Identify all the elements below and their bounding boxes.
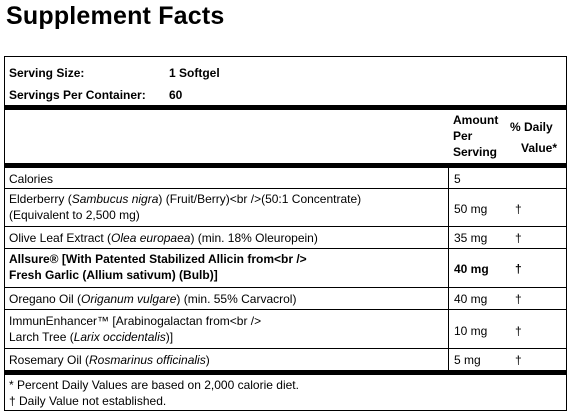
row-name-line2: Larch Tree (Larix occidentalis)] xyxy=(9,330,174,344)
servings-per-container-value: 60 xyxy=(169,88,183,102)
amount-header-line1: Amount xyxy=(453,113,499,127)
divider-thick xyxy=(5,105,566,110)
amount-header-line2: Per xyxy=(453,129,473,143)
serving-size-value: 1 Softgel xyxy=(169,66,220,80)
row-dv: † xyxy=(515,324,522,338)
row-name: Olive Leaf Extract (Olea europaea) (min. 18% Oleuropein) xyxy=(9,231,318,245)
row-amount: 35 mg xyxy=(454,231,488,245)
page-title: Supplement Facts xyxy=(6,2,225,30)
footnote-percent-dv: * Percent Daily Values are based on 2,000 calorie diet. xyxy=(9,378,299,392)
dv-header-line2: Value* xyxy=(521,141,558,155)
row-amount: 40 mg xyxy=(454,262,489,276)
row-name: Allsure® [With Patented Stabilized Allicin from<br /> xyxy=(9,252,307,266)
row-name-line2: Fresh Garlic (Allium sativum) (Bulb)] xyxy=(9,268,218,282)
divider-thick xyxy=(5,370,566,375)
row-divider xyxy=(5,309,566,310)
footnote-dv-not-established: † Daily Value not established. xyxy=(9,394,167,408)
row-amount: 10 mg xyxy=(454,324,488,338)
row-divider xyxy=(5,287,566,288)
column-divider xyxy=(448,163,449,370)
supplement-facts-table xyxy=(4,56,567,411)
row-amount: 50 mg xyxy=(454,202,488,216)
dv-header-line1: % Daily xyxy=(510,120,553,134)
serving-size-label: Serving Size: xyxy=(9,66,85,80)
row-name-line2: (Equivalent to 2,500 mg) xyxy=(9,208,140,222)
row-divider xyxy=(5,226,566,227)
row-dv: † xyxy=(515,262,522,276)
row-name: Calories xyxy=(9,172,54,186)
row-divider xyxy=(5,248,566,249)
row-dv: † xyxy=(515,353,522,367)
row-name: ImmunEnhancer™ [Arabinogalactan from<br /> xyxy=(9,314,262,328)
servings-per-container-label: Servings Per Container: xyxy=(9,88,146,102)
row-name: Rosemary Oil (Rosmarinus officinalis) xyxy=(9,353,210,367)
row-divider xyxy=(5,348,566,349)
row-dv: † xyxy=(515,292,522,306)
divider-thick xyxy=(5,163,566,168)
row-dv: † xyxy=(515,231,522,245)
row-dv: † xyxy=(515,202,522,216)
row-amount: 5 mg xyxy=(454,353,481,367)
row-amount: 40 mg xyxy=(454,292,488,306)
row-name: Oregano Oil (Origanum vulgare) (min. 55% Carvacrol) xyxy=(9,292,297,306)
amount-header-line3: Serving xyxy=(453,145,498,159)
row-name: Elderberry (Sambucus nigra) (Fruit/Berry)<br />(50:1 Concentrate) xyxy=(9,192,362,206)
row-divider xyxy=(5,188,566,189)
row-amount: 5 xyxy=(454,172,461,186)
